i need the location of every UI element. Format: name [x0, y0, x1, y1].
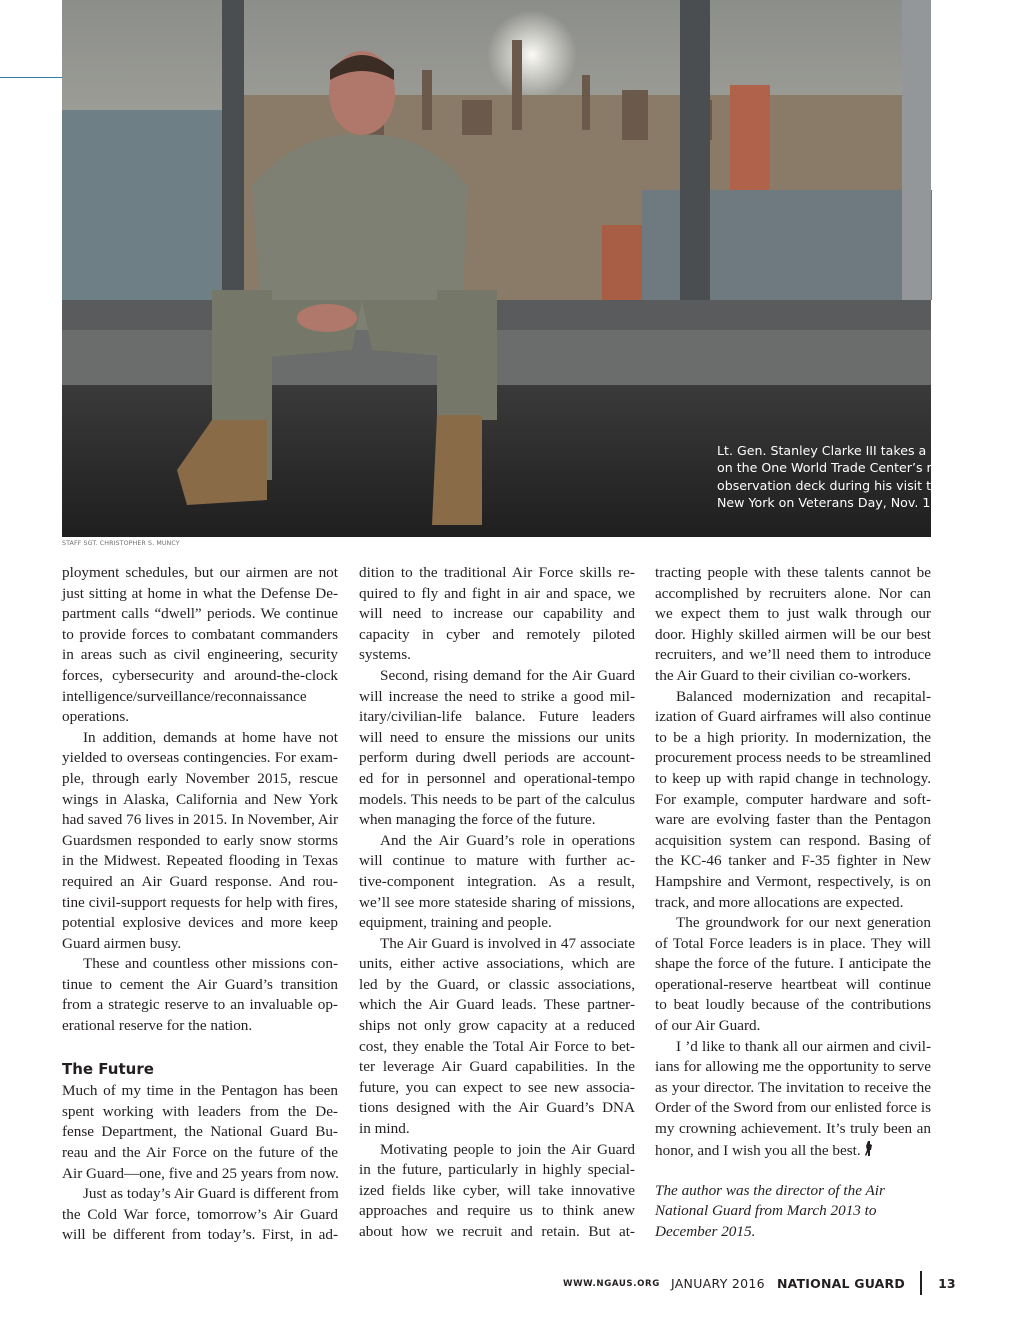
- text-line: ed for in personnel and operational-tempo: [359, 769, 635, 787]
- author-bio-line: The author was the director of the Air: [655, 1181, 885, 1199]
- text-line: ware are evolving faster than the Pentagon: [655, 811, 931, 829]
- text-line: systems.: [359, 646, 411, 664]
- text-line: led by the Guard, or classic associations,: [359, 975, 635, 993]
- article-column-1: [62, 563, 338, 1246]
- text-line: ployment schedules, but our airmen are not: [62, 564, 338, 581]
- text-line: dition to the traditional Air Force skills re-: [359, 564, 635, 581]
- text-line: just sitting at home in what the Defense De-: [62, 584, 338, 602]
- text-line: Guard airmen busy.: [62, 934, 182, 952]
- text-line: potential explosive devices and more keep: [62, 914, 338, 932]
- photo-credit: STAFF SGT. CHRISTOPHER S. MUNCY: [62, 540, 180, 547]
- text-line: The groundwork for our next generation: [676, 914, 931, 932]
- text-line: tive-component integration. As a result,: [359, 872, 635, 890]
- photo-caption: [717, 442, 977, 512]
- text-line: shape the force of the future. I anticipate the: [655, 955, 931, 973]
- footer-magazine-name: NATIONAL GUARD: [777, 1276, 905, 1291]
- text-line: fense Department, the National Guard Bu-: [62, 1123, 338, 1141]
- text-line: acquisition system can respond. Basing of: [655, 831, 931, 849]
- text-line: as your director. The invitation to receive the: [655, 1078, 931, 1096]
- text-line: Balanced modernization and recapital-: [676, 687, 931, 705]
- text-line: which the Air Guard leads. These partner-: [359, 996, 635, 1014]
- text-line: These and countless other missions con-: [83, 955, 338, 973]
- footer-divider: [920, 1271, 922, 1295]
- text-line: approaches and require us to think anew: [359, 1202, 635, 1220]
- text-line: about how we recruit and retain. But at-: [359, 1223, 635, 1240]
- text-line: tions designed with the Air Guard’s DNA: [359, 1099, 635, 1117]
- paragraph-gap: [655, 1160, 931, 1181]
- footer-issue-date: JANUARY 2016: [670, 1276, 765, 1291]
- author-bio-line: National Guard from March 2013 to: [655, 1202, 877, 1220]
- section-subhead: The Future: [62, 1060, 154, 1079]
- text-line: we’ll see more stateside sharing of missions,: [359, 893, 635, 911]
- text-line: Hampshire and Vermont, respectively, is on: [655, 872, 931, 890]
- text-line: Motivating people to join the Air Guard: [380, 1140, 635, 1158]
- closing-sentence: honor, and I wish you all the best.: [655, 1141, 861, 1159]
- text-line: ter leverage Air Guard capabilities. In the: [359, 1058, 635, 1076]
- text-line: For example, computer hardware and soft-: [655, 790, 931, 808]
- text-line: ization of Guard airframes will also continue: [655, 708, 931, 726]
- text-line: ians for allowing me the opportunity to serve: [655, 1058, 931, 1076]
- text-line: cost, they enable the Total Air Force to bet-: [359, 1037, 635, 1055]
- text-line: of Total Force leaders is in place. They will: [655, 934, 931, 952]
- text-line: door. Highly skilled airmen will be our best: [655, 625, 931, 643]
- text-line-final: [655, 1140, 931, 1161]
- text-line: partment calls “dwell” periods. We continue: [62, 605, 338, 623]
- text-line: we expect them to just walk through our: [655, 605, 931, 623]
- paragraph-gap: [62, 1037, 338, 1058]
- text-line: will continue to mature with further ac-: [359, 852, 635, 870]
- caption-line: observation deck during his visit to: [717, 477, 939, 493]
- text-line: tracting people with these talents cannot be: [655, 564, 931, 581]
- text-line: The Air Guard is involved in 47 associate: [380, 934, 635, 952]
- author-bio-line: December 2015.: [655, 1223, 756, 1240]
- text-line: my crowning achievement. It’s truly been an: [655, 1120, 931, 1138]
- text-line: itary/civilian-life balance. Future leaders: [359, 708, 635, 726]
- end-mark-icon: [864, 1140, 873, 1157]
- text-line: spent working with leaders from the De-: [62, 1102, 338, 1120]
- text-line: Order of the Sword from our enlisted force is: [655, 1099, 931, 1117]
- footer-website: WWW.NGAUS.ORG: [563, 1279, 660, 1289]
- article-column-3: [655, 563, 931, 1243]
- text-line: yielded to overseas contingencies. For exam-: [62, 749, 338, 767]
- text-line: the Cold War force, tomorrow’s Air Guard: [62, 1205, 338, 1223]
- text-line: in areas such as civil engineering, security: [62, 646, 338, 664]
- text-line: future, you can expect to see new associa-: [359, 1078, 635, 1096]
- caption-line: New York on Veterans Day, Nov. 11.: [717, 495, 943, 511]
- text-line: of our Air Guard.: [655, 1017, 761, 1035]
- text-line: Air Guard—one, five and 25 years from now.: [62, 1164, 339, 1182]
- text-line: in the future, particularly in highly special-: [359, 1161, 635, 1179]
- text-line: procurement process needs to be streamlined: [655, 749, 931, 767]
- text-line: recruiters, and we’ll need them to introduce: [655, 646, 931, 664]
- text-line: operations.: [62, 708, 130, 726]
- text-line: will increase the need to strike a good mil-: [359, 687, 635, 705]
- caption-line: Lt. Gen. Stanley Clarke III takes a break: [717, 443, 966, 458]
- text-line: quired to fly and fight in air and space, we: [359, 584, 635, 602]
- text-line: required an Air Guard response. And rou-: [62, 872, 338, 890]
- text-line: tine civil-support requests for help with fires,: [62, 893, 338, 911]
- text-line: to beat loudly because of the contributions: [655, 996, 931, 1014]
- text-line: wings in Alaska, California and New York: [62, 790, 338, 808]
- text-line: the Air Guard to their civilian co-workers.: [655, 666, 911, 684]
- text-line: in the Midwest. Repeated flooding in Texas: [62, 852, 338, 870]
- cover-photo: [62, 0, 966, 537]
- text-line: units, either active associations, which are: [359, 955, 635, 973]
- text-line: to provide forces to combatant commanders: [62, 625, 338, 643]
- text-line: the KC-46 tanker and F-35 fighter in New: [655, 852, 931, 870]
- text-line: Second, rising demand for the Air Guard: [380, 666, 635, 684]
- text-line: tinue to cement the Air Guard’s transition: [62, 975, 338, 993]
- text-line: to keep up with rapid change in technology.: [655, 769, 931, 787]
- text-line: erational reserve for the nation.: [62, 1017, 253, 1035]
- text-line: track, and more allocations are expected.: [655, 893, 904, 911]
- text-line: to be a high priority. In modernization, the: [655, 728, 931, 746]
- text-line: Much of my time in the Pentagon has been: [62, 1082, 338, 1100]
- text-line: will need to ensure the missions our units: [359, 728, 635, 746]
- text-line: And the Air Guard’s role in operations: [380, 831, 635, 849]
- text-line: Guardsmen responded to early snow storms: [62, 831, 338, 849]
- text-line: perform during dwell periods are account-: [359, 749, 635, 767]
- text-line: equipment, training and people.: [359, 914, 552, 932]
- text-line: had saved 76 lives in 2015. In November, Air: [62, 811, 339, 829]
- text-line: ized fields like cyber, will take innovative: [359, 1181, 635, 1199]
- text-line: ships not only grow capacity at a reduced: [359, 1017, 635, 1035]
- text-line: I ’d like to thank all our airmen and civil-: [676, 1037, 931, 1055]
- page-number: 13: [938, 1276, 956, 1291]
- page-footer: [563, 1271, 956, 1295]
- text-line: operational-reserve heartbeat will continue: [655, 975, 931, 993]
- text-line: forces, cybersecurity and around-the-clock: [62, 666, 338, 684]
- caption-line: on the One World Trade Center’s new: [717, 460, 953, 476]
- text-line: will be different from today’s. First, in ad-: [62, 1226, 338, 1244]
- margin-rule: [0, 77, 62, 78]
- text-line: Just as today’s Air Guard is different from: [83, 1185, 339, 1203]
- text-line: accomplished by recruiters alone. Nor can: [655, 584, 931, 602]
- text-line: ple, through early November 2015, rescue: [62, 769, 338, 787]
- text-line: in mind.: [359, 1120, 410, 1138]
- text-line: reau and the Air Force on the future of the: [62, 1144, 338, 1162]
- text-line: when managing the force of the future.: [359, 811, 596, 829]
- text-line: models. This needs to be part of the calculus: [359, 790, 635, 808]
- text-line: from a strategic reserve to an invaluable op-: [62, 996, 338, 1014]
- text-line: In addition, demands at home have not: [83, 728, 338, 746]
- text-line: capacity in cyber and remotely piloted: [359, 625, 635, 643]
- article-column-2: [359, 563, 635, 1243]
- text-line: will need to increase our capability and: [359, 605, 635, 623]
- text-line: intelligence/surveillance/reconnaissance: [62, 687, 307, 705]
